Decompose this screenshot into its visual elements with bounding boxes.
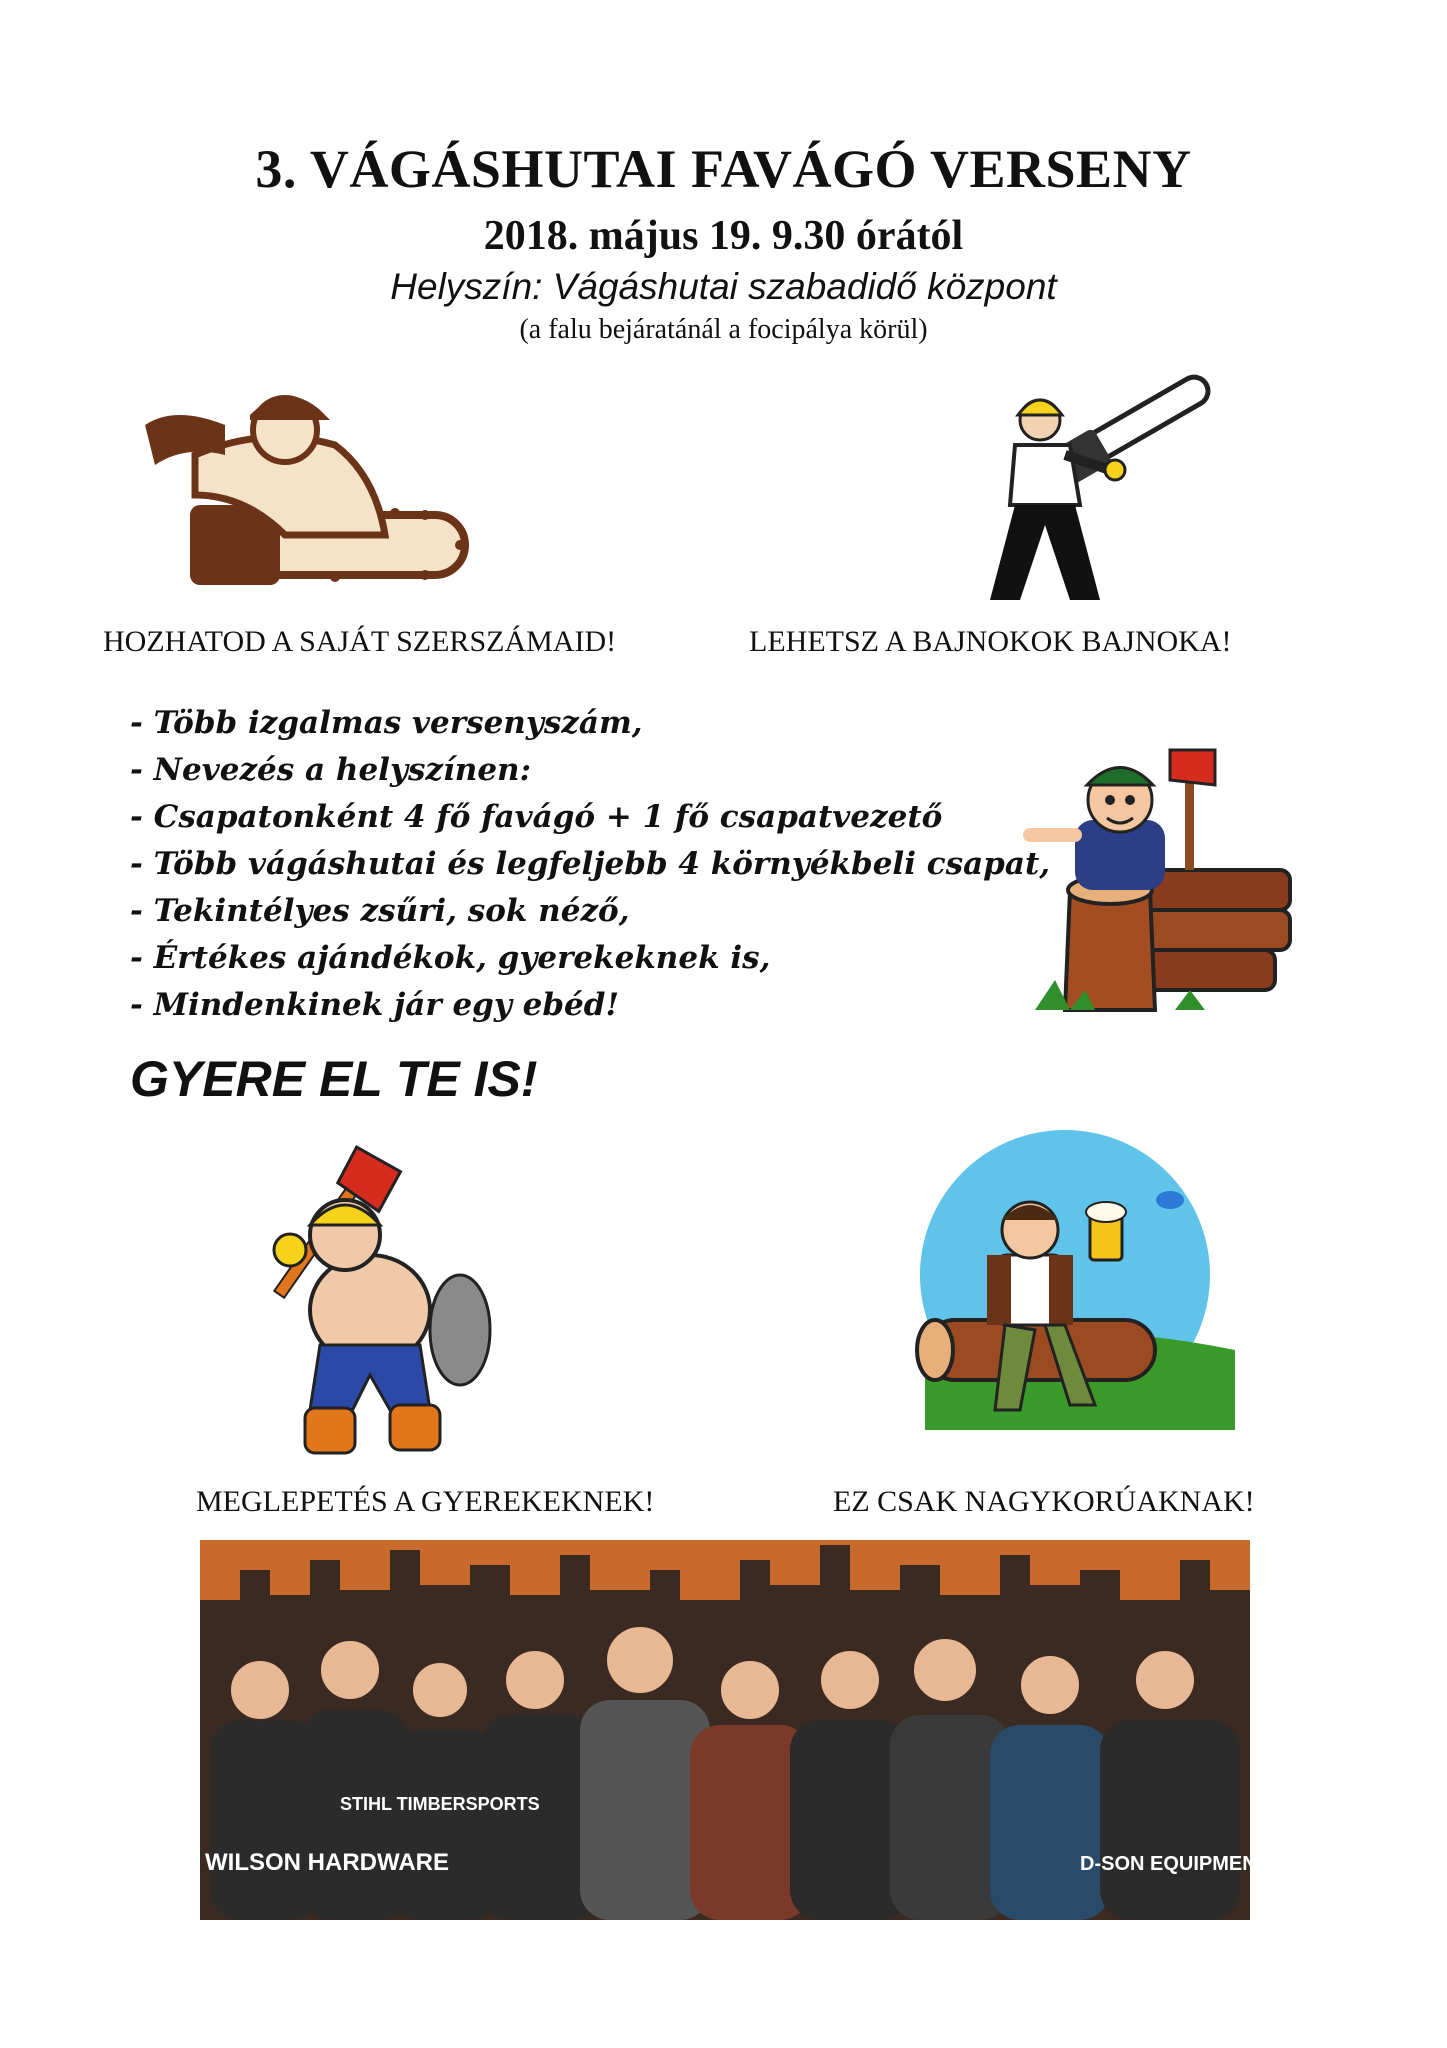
- beer-log-illustration: [905, 1120, 1245, 1465]
- list-item: - Értékes ajándékok, gyerekeknek is,: [130, 940, 771, 976]
- beaver-axe-illustration: [230, 1140, 510, 1470]
- list-item: - Nevezés a helyszínen:: [130, 752, 532, 788]
- timbersports-team-photo: [200, 1540, 1269, 1920]
- list-item: - Mindenkinek jár egy ebéd!: [130, 987, 620, 1023]
- call-to-action: GYERE EL TE IS!: [130, 1051, 538, 1107]
- list-item: - Több izgalmas versenyszám,: [130, 705, 643, 741]
- shirt-logo: STIHL TIMBERSPORTS: [340, 1794, 540, 1814]
- shirt-text-right: D-SON EQUIPMENT: [1080, 1853, 1269, 1875]
- list-item: - Csapatonként 4 fő favágó + 1 fő csapatvezető: [130, 799, 943, 835]
- caption-champion: LEHETSZ A BAJNOKOK BAJNOKA!: [749, 625, 1232, 658]
- poster-title: 3. VÁGÁSHUTAI FAVÁGÓ VERSENY: [255, 139, 1192, 199]
- shirt-text-left: WILSON HARDWARE: [205, 1849, 449, 1876]
- axe-boy-stump-illustration: [1015, 740, 1295, 1025]
- caption-kids: MEGLEPETÉS A GYEREKEKNEK!: [196, 1485, 655, 1518]
- event-details-list: [130, 700, 1050, 1029]
- list-item: - Több vágáshutai és legfeljebb 4 környékbeli csapat,: [130, 846, 1051, 882]
- list-item: - Tekintélyes zsűri, sok néző,: [130, 893, 630, 929]
- chainsaw-worker-illustration: [970, 375, 1210, 610]
- caption-tools: HOZHATOD A SAJÁT SZERSZÁMAID!: [103, 625, 617, 658]
- chainsaw-lumberjack-illustration: [135, 385, 475, 605]
- venue-note: (a falu bejáratánál a focipálya körül): [519, 314, 928, 345]
- event-venue: Helyszín: Vágáshutai szabadidő központ: [390, 266, 1057, 307]
- caption-adults: EZ CSAK NAGYKORÚAKNAK!: [833, 1485, 1255, 1518]
- event-date: 2018. május 19. 9.30 órától: [483, 213, 964, 259]
